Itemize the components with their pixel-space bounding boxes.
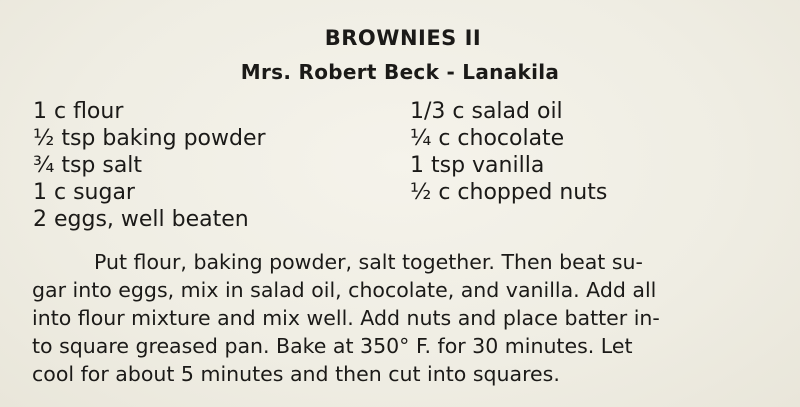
ingredient-item: ½ tsp baking powder	[33, 126, 266, 151]
ingredient-item: ½ c chopped nuts	[410, 180, 608, 205]
ingredient-item: ¾ tsp salt	[33, 153, 143, 178]
ingredients-list-left	[33, 98, 266, 233]
recipe-author: Mrs. Robert Beck - Lanakila	[240, 60, 560, 84]
ingredient-item: 1/3 c salad oil	[410, 99, 563, 124]
recipe-title: BROWNIES II	[324, 26, 482, 50]
method-line: Put flour, baking powder, salt together. Then beat su-	[94, 250, 643, 274]
ingredient-item: 1 tsp vanilla	[410, 153, 545, 178]
ingredient-item: 1 c sugar	[33, 180, 135, 205]
ingredient-item: 2 eggs, well beaten	[33, 207, 249, 232]
method-line: gar into eggs, mix in salad oil, chocolate, and vanilla. Add all	[32, 278, 657, 302]
ingredient-item: 1 c flour	[33, 99, 124, 124]
ingredient-item: ¼ c chocolate	[410, 126, 565, 151]
ingredients-list-right	[410, 98, 607, 206]
method-line: to square greased pan. Bake at 350° F. for 30 minutes. Let	[32, 334, 633, 358]
method-line: into flour mixture and mix well. Add nuts and place batter in-	[32, 306, 660, 330]
method-line: cool for about 5 minutes and then cut into squares.	[32, 362, 560, 386]
recipe-method	[32, 248, 772, 388]
